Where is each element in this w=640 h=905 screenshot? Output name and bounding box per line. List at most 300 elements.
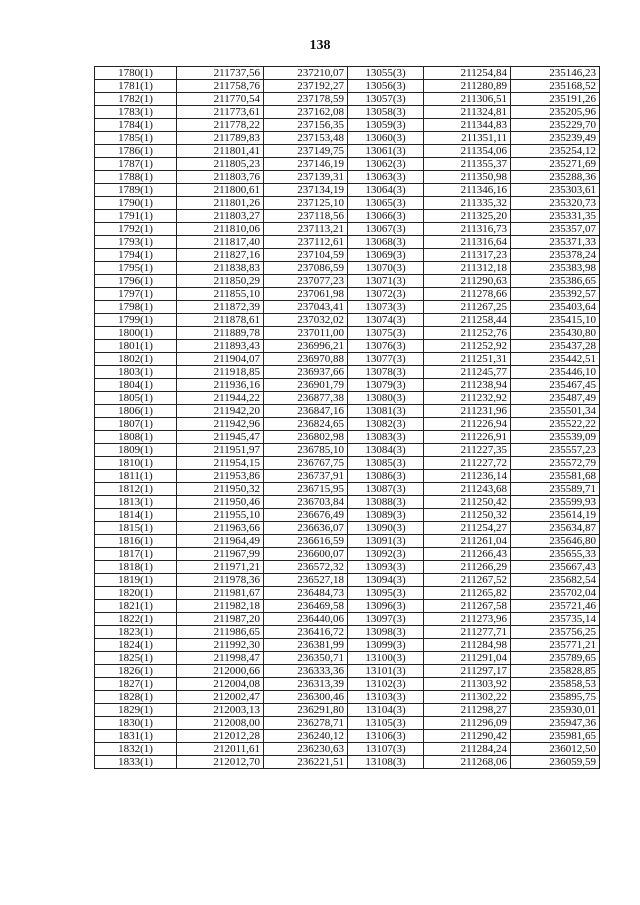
cell-point-id-right: 13065(3) bbox=[348, 197, 424, 210]
cell-y-left: 237192,27 bbox=[264, 80, 348, 93]
cell-y-right: 235487,49 bbox=[511, 392, 600, 405]
cell-point-id-right: 13100(3) bbox=[348, 652, 424, 665]
cell-point-id-right: 13068(3) bbox=[348, 236, 424, 249]
cell-point-id-left: 1787(1) bbox=[95, 158, 177, 171]
table-row bbox=[95, 236, 600, 249]
cell-y-left: 237032,02 bbox=[264, 314, 348, 327]
cell-y-left: 236877,38 bbox=[264, 392, 348, 405]
cell-x-right: 211254,84 bbox=[424, 67, 511, 80]
cell-point-id-right: 13099(3) bbox=[348, 639, 424, 652]
cell-point-id-right: 13080(3) bbox=[348, 392, 424, 405]
cell-y-right: 235947,36 bbox=[511, 717, 600, 730]
cell-y-left: 237153,48 bbox=[264, 132, 348, 145]
cell-x-left: 211789,83 bbox=[177, 132, 264, 145]
cell-point-id-left: 1827(1) bbox=[95, 678, 177, 691]
cell-y-left: 237077,23 bbox=[264, 275, 348, 288]
cell-x-left: 211955,10 bbox=[177, 509, 264, 522]
cell-y-left: 236291,80 bbox=[264, 704, 348, 717]
cell-y-right: 236012,50 bbox=[511, 743, 600, 756]
cell-y-right: 235614,19 bbox=[511, 509, 600, 522]
table-row bbox=[95, 145, 600, 158]
table-row bbox=[95, 704, 600, 717]
cell-y-left: 237086,59 bbox=[264, 262, 348, 275]
cell-y-left: 236937,66 bbox=[264, 366, 348, 379]
cell-point-id-left: 1796(1) bbox=[95, 275, 177, 288]
table-row bbox=[95, 717, 600, 730]
cell-y-right: 235858,53 bbox=[511, 678, 600, 691]
cell-x-right: 211290,42 bbox=[424, 730, 511, 743]
table-row bbox=[95, 652, 600, 665]
cell-y-left: 236970,88 bbox=[264, 353, 348, 366]
cell-point-id-right: 13077(3) bbox=[348, 353, 424, 366]
cell-point-id-left: 1783(1) bbox=[95, 106, 177, 119]
cell-x-left: 211893,43 bbox=[177, 340, 264, 353]
cell-x-right: 211317,23 bbox=[424, 249, 511, 262]
cell-y-right: 235146,23 bbox=[511, 67, 600, 80]
cell-y-right: 235205,96 bbox=[511, 106, 600, 119]
cell-point-id-left: 1804(1) bbox=[95, 379, 177, 392]
cell-point-id-left: 1800(1) bbox=[95, 327, 177, 340]
cell-x-left: 211770,54 bbox=[177, 93, 264, 106]
table-row bbox=[95, 132, 600, 145]
cell-y-right: 235789,65 bbox=[511, 652, 600, 665]
cell-point-id-right: 13064(3) bbox=[348, 184, 424, 197]
table-row bbox=[95, 626, 600, 639]
table-row bbox=[95, 366, 600, 379]
coordinates-table-body bbox=[95, 67, 600, 769]
cell-point-id-right: 13067(3) bbox=[348, 223, 424, 236]
cell-x-left: 211978,36 bbox=[177, 574, 264, 587]
cell-y-right: 235646,80 bbox=[511, 535, 600, 548]
table-row bbox=[95, 392, 600, 405]
cell-point-id-right: 13095(3) bbox=[348, 587, 424, 600]
cell-point-id-left: 1785(1) bbox=[95, 132, 177, 145]
cell-x-left: 211773,61 bbox=[177, 106, 264, 119]
cell-y-left: 236221,51 bbox=[264, 756, 348, 769]
table-row bbox=[95, 262, 600, 275]
table-row bbox=[95, 340, 600, 353]
table-row bbox=[95, 496, 600, 509]
cell-y-left: 237043,41 bbox=[264, 301, 348, 314]
cell-x-left: 212012,28 bbox=[177, 730, 264, 743]
cell-point-id-left: 1780(1) bbox=[95, 67, 177, 80]
cell-point-id-right: 13089(3) bbox=[348, 509, 424, 522]
cell-y-right: 235655,33 bbox=[511, 548, 600, 561]
cell-y-right: 235383,98 bbox=[511, 262, 600, 275]
cell-point-id-right: 13057(3) bbox=[348, 93, 424, 106]
cell-y-left: 236469,58 bbox=[264, 600, 348, 613]
cell-y-left: 236737,91 bbox=[264, 470, 348, 483]
cell-point-id-left: 1811(1) bbox=[95, 470, 177, 483]
cell-y-right: 235721,46 bbox=[511, 600, 600, 613]
cell-point-id-left: 1829(1) bbox=[95, 704, 177, 717]
cell-y-left: 236703,84 bbox=[264, 496, 348, 509]
table-row bbox=[95, 210, 600, 223]
cell-point-id-right: 13059(3) bbox=[348, 119, 424, 132]
cell-x-right: 211316,73 bbox=[424, 223, 511, 236]
cell-x-right: 211325,20 bbox=[424, 210, 511, 223]
cell-y-left: 237112,61 bbox=[264, 236, 348, 249]
cell-point-id-left: 1816(1) bbox=[95, 535, 177, 548]
table-row bbox=[95, 743, 600, 756]
cell-point-id-left: 1825(1) bbox=[95, 652, 177, 665]
cell-point-id-right: 13105(3) bbox=[348, 717, 424, 730]
cell-x-right: 211265,82 bbox=[424, 587, 511, 600]
cell-y-right: 235357,07 bbox=[511, 223, 600, 236]
cell-y-left: 236824,65 bbox=[264, 418, 348, 431]
cell-x-right: 211252,76 bbox=[424, 327, 511, 340]
cell-point-id-left: 1806(1) bbox=[95, 405, 177, 418]
cell-y-right: 235191,26 bbox=[511, 93, 600, 106]
cell-x-left: 212003,13 bbox=[177, 704, 264, 717]
cell-point-id-right: 13072(3) bbox=[348, 288, 424, 301]
cell-y-left: 236676,49 bbox=[264, 509, 348, 522]
cell-point-id-left: 1821(1) bbox=[95, 600, 177, 613]
cell-x-right: 211267,52 bbox=[424, 574, 511, 587]
cell-x-right: 211284,24 bbox=[424, 743, 511, 756]
cell-point-id-left: 1790(1) bbox=[95, 197, 177, 210]
cell-x-right: 211346,16 bbox=[424, 184, 511, 197]
cell-x-right: 211306,51 bbox=[424, 93, 511, 106]
cell-x-left: 211971,21 bbox=[177, 561, 264, 574]
cell-x-right: 211268,06 bbox=[424, 756, 511, 769]
cell-point-id-left: 1802(1) bbox=[95, 353, 177, 366]
cell-y-left: 236847,16 bbox=[264, 405, 348, 418]
cell-y-right: 235756,25 bbox=[511, 626, 600, 639]
cell-x-right: 211296,09 bbox=[424, 717, 511, 730]
cell-x-right: 211280,89 bbox=[424, 80, 511, 93]
cell-point-id-left: 1818(1) bbox=[95, 561, 177, 574]
cell-point-id-right: 13075(3) bbox=[348, 327, 424, 340]
table-row bbox=[95, 249, 600, 262]
cell-y-right: 235446,10 bbox=[511, 366, 600, 379]
cell-x-right: 211226,91 bbox=[424, 431, 511, 444]
cell-y-left: 237162,08 bbox=[264, 106, 348, 119]
cell-point-id-right: 13083(3) bbox=[348, 431, 424, 444]
cell-y-left: 237011,00 bbox=[264, 327, 348, 340]
cell-point-id-left: 1826(1) bbox=[95, 665, 177, 678]
cell-y-left: 236484,73 bbox=[264, 587, 348, 600]
cell-point-id-right: 13078(3) bbox=[348, 366, 424, 379]
cell-x-right: 211251,31 bbox=[424, 353, 511, 366]
cell-x-left: 211998,47 bbox=[177, 652, 264, 665]
cell-y-left: 237104,59 bbox=[264, 249, 348, 262]
table-row bbox=[95, 158, 600, 171]
table-row bbox=[95, 379, 600, 392]
cell-y-left: 236616,59 bbox=[264, 535, 348, 548]
cell-y-right: 235430,80 bbox=[511, 327, 600, 340]
cell-x-right: 211335,32 bbox=[424, 197, 511, 210]
cell-y-left: 236300,46 bbox=[264, 691, 348, 704]
table-row bbox=[95, 574, 600, 587]
cell-x-right: 211258,44 bbox=[424, 314, 511, 327]
table-row bbox=[95, 327, 600, 340]
cell-point-id-left: 1820(1) bbox=[95, 587, 177, 600]
cell-point-id-right: 13060(3) bbox=[348, 132, 424, 145]
cell-y-right: 235895,75 bbox=[511, 691, 600, 704]
cell-x-left: 211817,40 bbox=[177, 236, 264, 249]
cell-x-left: 211878,61 bbox=[177, 314, 264, 327]
cell-point-id-left: 1817(1) bbox=[95, 548, 177, 561]
cell-point-id-right: 13093(3) bbox=[348, 561, 424, 574]
cell-x-left: 211838,83 bbox=[177, 262, 264, 275]
cell-x-left: 211827,16 bbox=[177, 249, 264, 262]
cell-x-right: 211266,43 bbox=[424, 548, 511, 561]
page-number: 138 bbox=[309, 38, 331, 53]
cell-x-left: 211964,49 bbox=[177, 535, 264, 548]
cell-x-right: 211344,83 bbox=[424, 119, 511, 132]
cell-y-left: 236715,95 bbox=[264, 483, 348, 496]
cell-point-id-left: 1830(1) bbox=[95, 717, 177, 730]
table-row bbox=[95, 509, 600, 522]
cell-x-right: 211291,04 bbox=[424, 652, 511, 665]
cell-x-left: 211801,41 bbox=[177, 145, 264, 158]
cell-y-left: 236313,39 bbox=[264, 678, 348, 691]
cell-point-id-right: 13058(3) bbox=[348, 106, 424, 119]
cell-x-left: 211801,26 bbox=[177, 197, 264, 210]
cell-y-left: 236333,36 bbox=[264, 665, 348, 678]
cell-x-left: 211737,56 bbox=[177, 67, 264, 80]
cell-y-right: 235371,33 bbox=[511, 236, 600, 249]
cell-point-id-left: 1828(1) bbox=[95, 691, 177, 704]
cell-y-left: 237156,35 bbox=[264, 119, 348, 132]
table-row bbox=[95, 613, 600, 626]
table-row bbox=[95, 730, 600, 743]
cell-x-left: 211986,65 bbox=[177, 626, 264, 639]
cell-x-right: 211297,17 bbox=[424, 665, 511, 678]
cell-x-right: 211267,58 bbox=[424, 600, 511, 613]
cell-y-left: 237139,31 bbox=[264, 171, 348, 184]
table-row bbox=[95, 314, 600, 327]
cell-x-right: 211284,98 bbox=[424, 639, 511, 652]
cell-point-id-left: 1832(1) bbox=[95, 743, 177, 756]
cell-point-id-right: 13082(3) bbox=[348, 418, 424, 431]
cell-x-right: 211232,92 bbox=[424, 392, 511, 405]
table-row bbox=[95, 223, 600, 236]
cell-point-id-left: 1808(1) bbox=[95, 431, 177, 444]
cell-y-right: 235501,34 bbox=[511, 405, 600, 418]
cell-x-left: 211803,76 bbox=[177, 171, 264, 184]
cell-x-left: 212011,61 bbox=[177, 743, 264, 756]
cell-y-left: 236350,71 bbox=[264, 652, 348, 665]
cell-x-left: 211872,39 bbox=[177, 301, 264, 314]
cell-y-right: 235682,54 bbox=[511, 574, 600, 587]
table-row bbox=[95, 535, 600, 548]
cell-y-left: 236278,71 bbox=[264, 717, 348, 730]
cell-x-right: 211302,22 bbox=[424, 691, 511, 704]
table-row bbox=[95, 548, 600, 561]
cell-point-id-right: 13062(3) bbox=[348, 158, 424, 171]
cell-y-right: 235771,21 bbox=[511, 639, 600, 652]
cell-y-right: 235229,70 bbox=[511, 119, 600, 132]
cell-x-left: 212000,66 bbox=[177, 665, 264, 678]
cell-x-left: 211945,47 bbox=[177, 431, 264, 444]
cell-point-id-left: 1803(1) bbox=[95, 366, 177, 379]
coordinates-table bbox=[94, 66, 600, 769]
cell-x-left: 211850,29 bbox=[177, 275, 264, 288]
cell-y-left: 236240,12 bbox=[264, 730, 348, 743]
cell-x-left: 211942,20 bbox=[177, 405, 264, 418]
table-row bbox=[95, 184, 600, 197]
cell-point-id-right: 13094(3) bbox=[348, 574, 424, 587]
cell-x-left: 212008,00 bbox=[177, 717, 264, 730]
table-row bbox=[95, 106, 600, 119]
cell-x-left: 211982,18 bbox=[177, 600, 264, 613]
table-row bbox=[95, 561, 600, 574]
cell-y-left: 236636,07 bbox=[264, 522, 348, 535]
cell-x-left: 211981,67 bbox=[177, 587, 264, 600]
cell-x-right: 211236,14 bbox=[424, 470, 511, 483]
cell-y-right: 235589,71 bbox=[511, 483, 600, 496]
table-row bbox=[95, 119, 600, 132]
cell-x-left: 211758,76 bbox=[177, 80, 264, 93]
cell-point-id-left: 1815(1) bbox=[95, 522, 177, 535]
cell-point-id-left: 1782(1) bbox=[95, 93, 177, 106]
table-row bbox=[95, 691, 600, 704]
cell-x-left: 211803,27 bbox=[177, 210, 264, 223]
cell-point-id-right: 13061(3) bbox=[348, 145, 424, 158]
table-row bbox=[95, 639, 600, 652]
cell-x-left: 211855,10 bbox=[177, 288, 264, 301]
cell-y-right: 235168,52 bbox=[511, 80, 600, 93]
cell-y-left: 236785,10 bbox=[264, 444, 348, 457]
cell-point-id-right: 13086(3) bbox=[348, 470, 424, 483]
cell-y-right: 235320,73 bbox=[511, 197, 600, 210]
table-row bbox=[95, 67, 600, 80]
cell-x-right: 211273,96 bbox=[424, 613, 511, 626]
cell-x-right: 211227,72 bbox=[424, 457, 511, 470]
cell-y-left: 236416,72 bbox=[264, 626, 348, 639]
cell-point-id-right: 13084(3) bbox=[348, 444, 424, 457]
cell-point-id-right: 13102(3) bbox=[348, 678, 424, 691]
cell-x-right: 211303,92 bbox=[424, 678, 511, 691]
cell-point-id-left: 1831(1) bbox=[95, 730, 177, 743]
cell-y-left: 237061,98 bbox=[264, 288, 348, 301]
cell-point-id-right: 13070(3) bbox=[348, 262, 424, 275]
cell-y-left: 236767,75 bbox=[264, 457, 348, 470]
cell-y-right: 235288,36 bbox=[511, 171, 600, 184]
table-row bbox=[95, 522, 600, 535]
cell-y-right: 235271,69 bbox=[511, 158, 600, 171]
cell-y-right: 235581,68 bbox=[511, 470, 600, 483]
cell-y-right: 235667,43 bbox=[511, 561, 600, 574]
cell-y-right: 235828,85 bbox=[511, 665, 600, 678]
cell-x-right: 211267,25 bbox=[424, 301, 511, 314]
table-row bbox=[95, 457, 600, 470]
cell-point-id-left: 1807(1) bbox=[95, 418, 177, 431]
cell-y-right: 235735,14 bbox=[511, 613, 600, 626]
cell-point-id-right: 13101(3) bbox=[348, 665, 424, 678]
cell-x-left: 211778,22 bbox=[177, 119, 264, 132]
cell-point-id-right: 13091(3) bbox=[348, 535, 424, 548]
cell-point-id-left: 1786(1) bbox=[95, 145, 177, 158]
table-row bbox=[95, 678, 600, 691]
cell-y-left: 236901,79 bbox=[264, 379, 348, 392]
cell-y-left: 237125,10 bbox=[264, 197, 348, 210]
cell-x-right: 211324,81 bbox=[424, 106, 511, 119]
cell-x-left: 211944,22 bbox=[177, 392, 264, 405]
cell-y-left: 236600,07 bbox=[264, 548, 348, 561]
cell-y-right: 235331,35 bbox=[511, 210, 600, 223]
cell-point-id-left: 1810(1) bbox=[95, 457, 177, 470]
cell-point-id-right: 13097(3) bbox=[348, 613, 424, 626]
cell-point-id-left: 1794(1) bbox=[95, 249, 177, 262]
cell-point-id-right: 13069(3) bbox=[348, 249, 424, 262]
cell-point-id-right: 13088(3) bbox=[348, 496, 424, 509]
cell-x-left: 211950,32 bbox=[177, 483, 264, 496]
cell-x-right: 211312,18 bbox=[424, 262, 511, 275]
cell-point-id-left: 1797(1) bbox=[95, 288, 177, 301]
cell-x-right: 211231,96 bbox=[424, 405, 511, 418]
cell-x-right: 211254,27 bbox=[424, 522, 511, 535]
cell-y-right: 235702,04 bbox=[511, 587, 600, 600]
cell-y-right: 235239,49 bbox=[511, 132, 600, 145]
table-row bbox=[95, 93, 600, 106]
cell-x-left: 211950,46 bbox=[177, 496, 264, 509]
cell-point-id-right: 13103(3) bbox=[348, 691, 424, 704]
cell-point-id-right: 13055(3) bbox=[348, 67, 424, 80]
cell-x-left: 211800,61 bbox=[177, 184, 264, 197]
cell-point-id-left: 1792(1) bbox=[95, 223, 177, 236]
table-row bbox=[95, 353, 600, 366]
cell-x-right: 211298,27 bbox=[424, 704, 511, 717]
cell-y-right: 235599,93 bbox=[511, 496, 600, 509]
cell-point-id-left: 1789(1) bbox=[95, 184, 177, 197]
cell-point-id-right: 13063(3) bbox=[348, 171, 424, 184]
cell-point-id-right: 13071(3) bbox=[348, 275, 424, 288]
cell-y-left: 237118,56 bbox=[264, 210, 348, 223]
cell-point-id-right: 13098(3) bbox=[348, 626, 424, 639]
cell-y-left: 236230,63 bbox=[264, 743, 348, 756]
cell-y-right: 235392,57 bbox=[511, 288, 600, 301]
cell-x-right: 211277,71 bbox=[424, 626, 511, 639]
cell-x-right: 211261,04 bbox=[424, 535, 511, 548]
cell-y-right: 235557,23 bbox=[511, 444, 600, 457]
table-row bbox=[95, 171, 600, 184]
cell-x-right: 211245,77 bbox=[424, 366, 511, 379]
cell-point-id-left: 1784(1) bbox=[95, 119, 177, 132]
cell-point-id-right: 13092(3) bbox=[348, 548, 424, 561]
cell-point-id-left: 1813(1) bbox=[95, 496, 177, 509]
table-row bbox=[95, 600, 600, 613]
cell-y-right: 236059,59 bbox=[511, 756, 600, 769]
cell-x-left: 211918,85 bbox=[177, 366, 264, 379]
cell-point-id-right: 13081(3) bbox=[348, 405, 424, 418]
cell-x-left: 211954,15 bbox=[177, 457, 264, 470]
cell-y-right: 235572,79 bbox=[511, 457, 600, 470]
cell-x-right: 211355,37 bbox=[424, 158, 511, 171]
cell-point-id-right: 13079(3) bbox=[348, 379, 424, 392]
cell-point-id-right: 13090(3) bbox=[348, 522, 424, 535]
cell-x-left: 211805,23 bbox=[177, 158, 264, 171]
table-row bbox=[95, 288, 600, 301]
cell-y-left: 236802,98 bbox=[264, 431, 348, 444]
cell-point-id-right: 13096(3) bbox=[348, 600, 424, 613]
cell-point-id-left: 1805(1) bbox=[95, 392, 177, 405]
table-row bbox=[95, 197, 600, 210]
cell-y-right: 235442,51 bbox=[511, 353, 600, 366]
table-row bbox=[95, 80, 600, 93]
cell-y-left: 237113,21 bbox=[264, 223, 348, 236]
cell-y-right: 235467,45 bbox=[511, 379, 600, 392]
table-row bbox=[95, 483, 600, 496]
cell-y-right: 235539,09 bbox=[511, 431, 600, 444]
cell-point-id-left: 1809(1) bbox=[95, 444, 177, 457]
cell-y-right: 235386,65 bbox=[511, 275, 600, 288]
cell-point-id-right: 13073(3) bbox=[348, 301, 424, 314]
cell-y-left: 236381,99 bbox=[264, 639, 348, 652]
cell-x-left: 211936,16 bbox=[177, 379, 264, 392]
